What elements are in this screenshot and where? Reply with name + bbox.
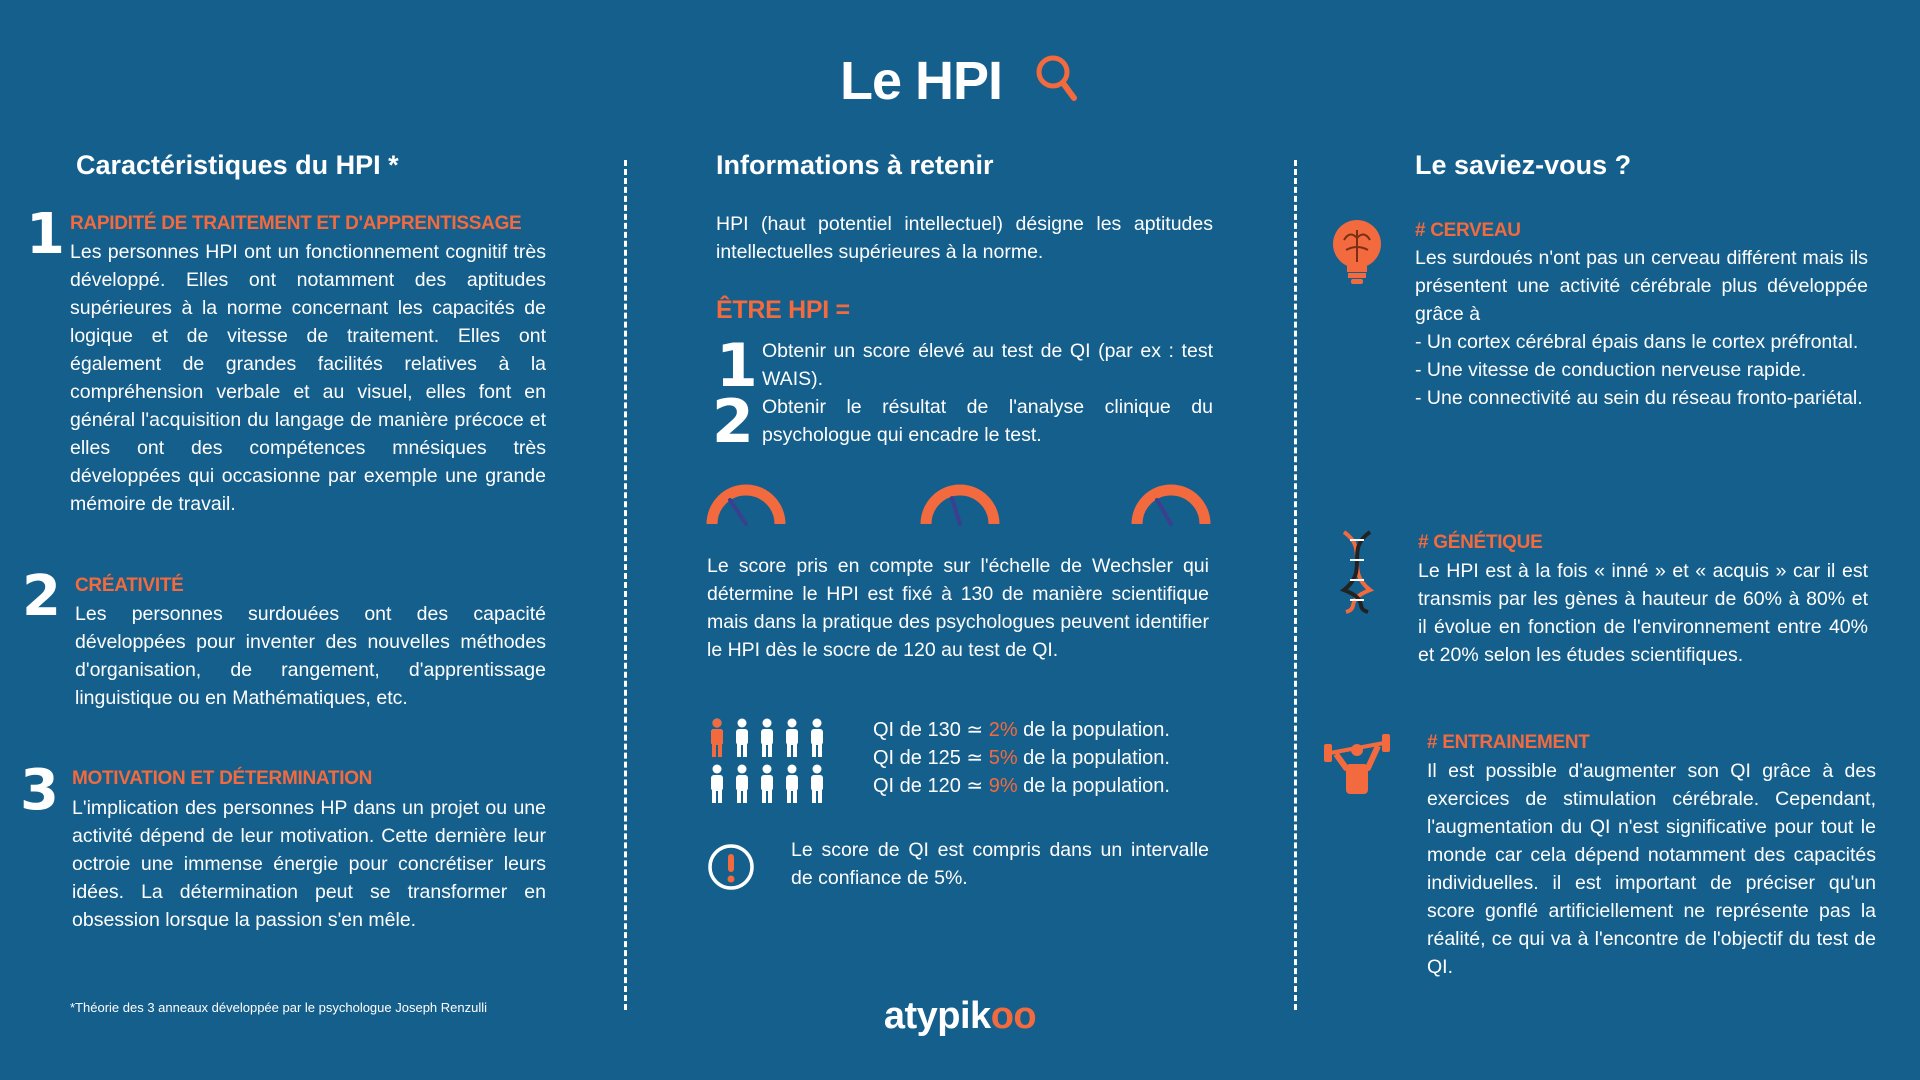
cerveau-bullet: - Un cortex cérébral épais dans le cortex préfrontal. [1415, 331, 1859, 353]
logo-text: atypik [883, 995, 991, 1037]
item-text-1: Les personnes HPI ont un fonctionnement cognitif très développé. Elles ont notamment des aptitudes supérieures à la norme concernant les capacités de logique et de vitesse de traitement. Elles ont également de grandes facilités relatives à la compréhension verbale et au visuel, elles font en général l'acquisition du langage de manière précoce et elles ont des compétences mnésiques très développées qui occasionne par exemple une grande mémoire de travail. [70, 241, 546, 515]
stat-percent: 5% [988, 747, 1018, 769]
stat-suffix: de la population. [1017, 719, 1170, 741]
stat-line [873, 744, 1170, 772]
tag-entrainement: # ENTRAINEMENT [1427, 732, 1590, 753]
brain-bulb-icon [1330, 218, 1384, 295]
item-number-3: 3 [20, 758, 59, 823]
stat-suffix: de la population. [1017, 747, 1170, 769]
population-people-icon [707, 718, 831, 809]
middle-heading: Informations à retenir [716, 150, 994, 180]
step-text-1: Obtenir un score élevé au test de QI (par ex : test WAIS). [762, 340, 1213, 390]
stat-label: QI de 125 ≃ [873, 747, 989, 769]
stat-suffix: de la population. [1017, 775, 1170, 797]
cerveau-bullet: - Une vitesse de conduction nerveuse rapide. [1415, 359, 1807, 381]
intro-text: HPI (haut potentiel intellectuel) désigne les aptitudes intellectuelles supérieures à la norme. [716, 213, 1213, 263]
gauge-icon [920, 484, 1000, 531]
cerveau-intro: Les surdoués n'ont pas un cerveau différent mais ils présentent une activité cérébrale plus développée grâce à [1415, 247, 1868, 325]
item-title-2: CRÉATIVITÉ [75, 575, 184, 596]
left-heading: Caractéristiques du HPI * [76, 150, 399, 180]
column-separator-left [624, 160, 627, 1010]
cerveau-bullet: - Une connectivité au sein du réseau fronto-pariétal. [1415, 387, 1863, 409]
cerveau-text [1415, 244, 1868, 412]
entrainement-text: Il est possible d'augmenter son QI grâce à des exercices de stimulation cérébrale. Cependant, l'augmentation du QI n'est significative pour tout le monde car cela dépend notamment des capacités individuelles. il est important de préciser qu'un score gonflé artificiellement ne représente pas la réalité, ce qui va à l'encontre de l'objectif du test de QI. [1427, 760, 1876, 978]
stat-percent: 9% [988, 775, 1018, 797]
step-number-2: 2 [712, 387, 754, 457]
item-text-2: Les personnes surdouées ont des capacité développées pour inventer des nouvelles méthodes d'organisation, de rangement, d'apprentissage linguistique ou en Mathématiques, etc. [75, 603, 546, 709]
logo-suffix: oo [990, 995, 1037, 1037]
population-stats [873, 716, 1170, 800]
item-number-2: 2 [22, 564, 61, 629]
magnifier-icon [1034, 50, 1080, 119]
weightlifter-icon [1322, 728, 1392, 803]
item-title-3: MOTIVATION ET DÉTERMINATION [72, 768, 373, 789]
footnote: *Théorie des 3 anneaux développée par le psychologue Joseph Renzulli [70, 1000, 488, 1015]
item-title-1: RAPIDITÉ DE TRAITEMENT ET D'APPRENTISSAGE [70, 213, 522, 234]
warning-icon [707, 843, 755, 896]
tag-cerveau: # CERVEAU [1415, 220, 1521, 241]
right-heading: Le saviez-vous ? [1415, 150, 1632, 180]
step-text-2: Obtenir le résultat de l'analyse clinique du psychologue qui encadre le test. [762, 396, 1213, 446]
stat-label: QI de 120 ≃ [873, 775, 989, 797]
confidence-note: Le score de QI est compris dans un intervalle de confiance de 5%. [791, 839, 1209, 889]
dna-icon [1340, 530, 1374, 619]
stat-percent: 2% [988, 719, 1018, 741]
tag-genetique: # GÉNÉTIQUE [1418, 532, 1543, 553]
wechsler-text: Le score pris en compte sur l'échelle de Wechsler qui détermine le HPI est fixé à 130 de manière scientifique mais dans la pratique des psychologues peuvent identifier le HPI dès le socre de 120 au test de QI. [707, 555, 1209, 661]
etre-hpi-title: ÊTRE HPI = [716, 296, 850, 324]
title-text: Le HPI [839, 51, 1003, 111]
atypikoo-logo [0, 995, 1920, 1038]
page-title [0, 50, 1920, 119]
stat-line [873, 716, 1170, 744]
item-number-1: 1 [26, 202, 65, 267]
stat-line [873, 772, 1170, 800]
genetique-text: Le HPI est à la fois « inné » et « acquis » car il est transmis par les gènes à hauteur de 60% à 80% et il évolue en fonction de l'environnement entre 40% et 20% selon les études scientifiques. [1418, 560, 1868, 666]
item-text-3: L'implication des personnes HP dans un projet ou une activité dépend de leur motivation. Cette dernière leur octroie une immense énergie pour concrétiser leurs idées. La détermination peut se transformer en obsession lorsque la passion s'en mêle. [72, 797, 546, 931]
step-number-1: 1 [716, 331, 758, 401]
gauge-icon [1131, 484, 1211, 531]
stat-label: QI de 130 ≃ [873, 719, 989, 741]
column-separator-right [1294, 160, 1297, 1010]
gauge-icon [706, 484, 786, 531]
